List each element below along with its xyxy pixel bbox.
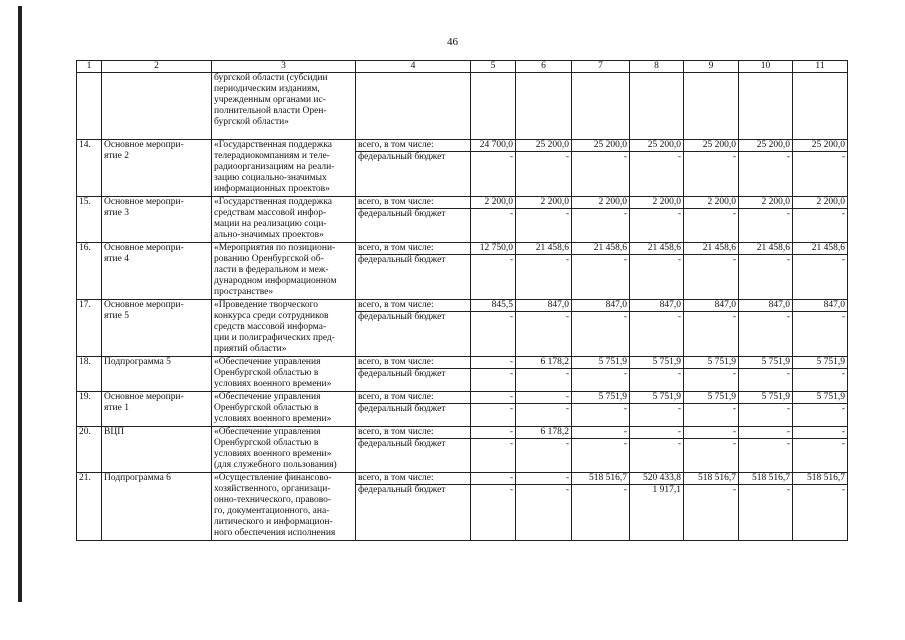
value-total: 5 751,9 — [630, 392, 684, 404]
value-total: 520 433,8 — [630, 473, 684, 485]
value-federal: - — [739, 209, 793, 243]
header-cell: 11 — [793, 61, 848, 73]
value-total: 847,0 — [516, 300, 572, 312]
header-cell: 9 — [684, 61, 739, 73]
value-federal: - — [739, 312, 793, 357]
value-federal: - — [516, 485, 572, 541]
label-federal: федеральный бюджет — [356, 439, 471, 473]
value-total: 21 458,6 — [684, 243, 739, 255]
value-total: - — [471, 427, 516, 439]
value-total: 25 200,0 — [630, 140, 684, 152]
label-federal: федеральный бюджет — [356, 404, 471, 427]
value-federal: - — [684, 485, 739, 541]
value-total: 847,0 — [572, 300, 630, 312]
value-total: 2 200,0 — [739, 197, 793, 209]
table-row — [77, 243, 848, 255]
value-federal: - — [684, 404, 739, 427]
header-cell: 3 — [212, 61, 356, 73]
value-federal: - — [516, 369, 572, 392]
table-row — [77, 197, 848, 209]
value-total: 25 200,0 — [572, 140, 630, 152]
value-federal: - — [739, 404, 793, 427]
value-total: 25 200,0 — [793, 140, 848, 152]
header-cell: 4 — [356, 61, 471, 73]
value-federal: - — [516, 439, 572, 473]
value-federal: - — [684, 255, 739, 300]
row-name: «Обеспечение управления Оренбургской областью в условиях военного времени» — [212, 357, 356, 392]
value-total: 24 700,0 — [471, 140, 516, 152]
label-total: всего, в том числе: — [356, 197, 471, 209]
value-federal: - — [516, 255, 572, 300]
value-federal: - — [793, 312, 848, 357]
row-number: 20. — [77, 427, 102, 473]
label-total: всего, в том числе: — [356, 427, 471, 439]
value-federal: - — [572, 485, 630, 541]
left-margin-bar — [18, 6, 22, 602]
value-total: - — [684, 427, 739, 439]
value-total: 2 200,0 — [793, 197, 848, 209]
row-name: «Проведение творческого конкурса среди сотрудников средств массовой информа- ции и полиграфических пред- приятий области» — [212, 300, 356, 357]
value-total: 5 751,9 — [572, 392, 630, 404]
value-total: 21 458,6 — [630, 243, 684, 255]
label-total: всего, в том числе: — [356, 243, 471, 255]
value-federal: - — [572, 209, 630, 243]
value-total: 6 178,2 — [516, 357, 572, 369]
value-total: - — [471, 357, 516, 369]
value-total: 845,5 — [471, 300, 516, 312]
table-row — [77, 392, 848, 404]
header-cell: 10 — [739, 61, 793, 73]
value-federal: - — [793, 209, 848, 243]
label-federal: федеральный бюджет — [356, 369, 471, 392]
row-type: Основное меропри- ятие 3 — [102, 197, 212, 243]
page-number: 46 — [447, 36, 458, 48]
value-total: 5 751,9 — [572, 357, 630, 369]
continuation-name: бургской области (субсидии периодическим изданиям, учрежденным органами ис- полнительной власти Орен- бургской области» — [212, 73, 356, 140]
value-total: 5 751,9 — [793, 392, 848, 404]
value-federal: - — [739, 255, 793, 300]
value-federal: - — [471, 439, 516, 473]
value-federal: - — [793, 152, 848, 197]
value-federal: - — [793, 485, 848, 541]
label-federal: федеральный бюджет — [356, 312, 471, 357]
table-row — [77, 140, 848, 152]
value-federal: - — [471, 404, 516, 427]
value-federal: - — [684, 369, 739, 392]
value-federal: - — [572, 369, 630, 392]
row-number: 14. — [77, 140, 102, 197]
value-federal: - — [793, 439, 848, 473]
table-row — [77, 357, 848, 369]
value-total: 5 751,9 — [739, 392, 793, 404]
value-federal: - — [516, 209, 572, 243]
budget-table — [76, 60, 848, 541]
value-federal: - — [630, 369, 684, 392]
value-total: 847,0 — [793, 300, 848, 312]
value-federal: - — [471, 255, 516, 300]
value-federal: - — [684, 439, 739, 473]
label-federal: федеральный бюджет — [356, 255, 471, 300]
header-cell: 8 — [630, 61, 684, 73]
value-total: - — [516, 392, 572, 404]
value-total: 21 458,6 — [739, 243, 793, 255]
value-total: 847,0 — [630, 300, 684, 312]
row-number: 21. — [77, 473, 102, 541]
value-total: 518 516,7 — [739, 473, 793, 485]
row-number: 19. — [77, 392, 102, 427]
value-total: - — [793, 427, 848, 439]
value-total: 5 751,9 — [684, 357, 739, 369]
row-type: ВЦП — [102, 427, 212, 473]
value-total: - — [739, 427, 793, 439]
row-type: Основное меропри- ятие 2 — [102, 140, 212, 197]
value-total: 847,0 — [684, 300, 739, 312]
value-federal: - — [471, 312, 516, 357]
row-number: 15. — [77, 197, 102, 243]
value-federal: - — [684, 152, 739, 197]
value-total: 21 458,6 — [572, 243, 630, 255]
value-federal: - — [793, 255, 848, 300]
value-total: 2 200,0 — [572, 197, 630, 209]
label-total: всего, в том числе: — [356, 473, 471, 485]
value-federal: - — [630, 439, 684, 473]
continuation-row — [77, 73, 848, 140]
value-federal: - — [793, 404, 848, 427]
value-total: 5 751,9 — [739, 357, 793, 369]
value-federal: - — [739, 485, 793, 541]
value-total: 518 516,7 — [684, 473, 739, 485]
row-name: «Мероприятия по позициони- рованию Оренбургской об- ласти в федеральном и меж- дународном информационном пространстве» — [212, 243, 356, 300]
value-total: 518 516,7 — [793, 473, 848, 485]
value-total: 21 458,6 — [793, 243, 848, 255]
value-total: 21 458,6 — [516, 243, 572, 255]
value-federal: - — [630, 255, 684, 300]
row-number: 17. — [77, 300, 102, 357]
value-federal: - — [572, 439, 630, 473]
value-federal: - — [630, 152, 684, 197]
value-federal: - — [572, 255, 630, 300]
value-federal: - — [630, 404, 684, 427]
label-total: всего, в том числе: — [356, 392, 471, 404]
row-type: Основное меропри- ятие 5 — [102, 300, 212, 357]
value-total: 25 200,0 — [516, 140, 572, 152]
value-federal: - — [572, 404, 630, 427]
value-federal: - — [572, 312, 630, 357]
value-total: 2 200,0 — [516, 197, 572, 209]
table-row — [77, 427, 848, 439]
row-name: «Государственная поддержка телерадиокомпаниям и теле- радиоорганизациям на реали- зацию социально-значимых информационных проектов» — [212, 140, 356, 197]
row-name: «Осуществление финансово- хозяйственного, организаци- онно-технического, правово- го, документационного, ана- литического и информацион- ного обеспечения исполнения — [212, 473, 356, 541]
value-total: 847,0 — [739, 300, 793, 312]
value-federal: - — [516, 152, 572, 197]
label-total: всего, в том числе: — [356, 357, 471, 369]
value-total: 2 200,0 — [471, 197, 516, 209]
value-total: - — [572, 427, 630, 439]
value-total: 2 200,0 — [630, 197, 684, 209]
value-federal: - — [471, 209, 516, 243]
value-total: - — [471, 392, 516, 404]
value-total: 5 751,9 — [684, 392, 739, 404]
label-federal: федеральный бюджет — [356, 152, 471, 197]
value-total: - — [516, 473, 572, 485]
row-name: «Обеспечение управления Оренбургской областью в условиях военного времени» (для служебного пользования) — [212, 427, 356, 473]
header-row — [77, 61, 848, 73]
label-federal: федеральный бюджет — [356, 485, 471, 541]
header-cell: 1 — [77, 61, 102, 73]
value-federal: - — [684, 312, 739, 357]
row-number: 16. — [77, 243, 102, 300]
row-type: Основное меропри- ятие 4 — [102, 243, 212, 300]
value-federal: - — [471, 152, 516, 197]
row-type: Подпрограмма 6 — [102, 473, 212, 541]
header-cell: 7 — [572, 61, 630, 73]
value-federal: - — [739, 152, 793, 197]
label-total: всего, в том числе: — [356, 300, 471, 312]
value-total: 25 200,0 — [684, 140, 739, 152]
value-total: 25 200,0 — [739, 140, 793, 152]
value-total: 6 178,2 — [516, 427, 572, 439]
row-name: «Государственная поддержка средствам массовой инфор- мации на реализацию соци- ально-значимых проектов» — [212, 197, 356, 243]
header-cell: 5 — [471, 61, 516, 73]
value-federal: - — [739, 439, 793, 473]
value-federal: - — [630, 209, 684, 243]
value-total: - — [471, 473, 516, 485]
header-cell: 2 — [102, 61, 212, 73]
table-row — [77, 300, 848, 312]
value-total: - — [630, 427, 684, 439]
row-number: 18. — [77, 357, 102, 392]
value-federal: - — [471, 485, 516, 541]
label-total: всего, в том числе: — [356, 140, 471, 152]
value-total: 2 200,0 — [684, 197, 739, 209]
value-federal: - — [516, 312, 572, 357]
row-type: Подпрограмма 5 — [102, 357, 212, 392]
value-total: 5 751,9 — [630, 357, 684, 369]
table-row — [77, 473, 848, 485]
value-federal: - — [630, 312, 684, 357]
label-federal: федеральный бюджет — [356, 209, 471, 243]
value-total: 12 750,0 — [471, 243, 516, 255]
value-federal: - — [572, 152, 630, 197]
row-type: Основное меропри- ятие 1 — [102, 392, 212, 427]
value-federal: 1 917,1 — [630, 485, 684, 541]
value-federal: - — [516, 404, 572, 427]
value-total: 5 751,9 — [793, 357, 848, 369]
value-federal: - — [739, 369, 793, 392]
value-federal: - — [793, 369, 848, 392]
value-federal: - — [684, 209, 739, 243]
header-cell: 6 — [516, 61, 572, 73]
value-total: 518 516,7 — [572, 473, 630, 485]
value-federal: - — [471, 369, 516, 392]
row-name: «Обеспечение управления Оренбургской областью в условиях военного времени» — [212, 392, 356, 427]
